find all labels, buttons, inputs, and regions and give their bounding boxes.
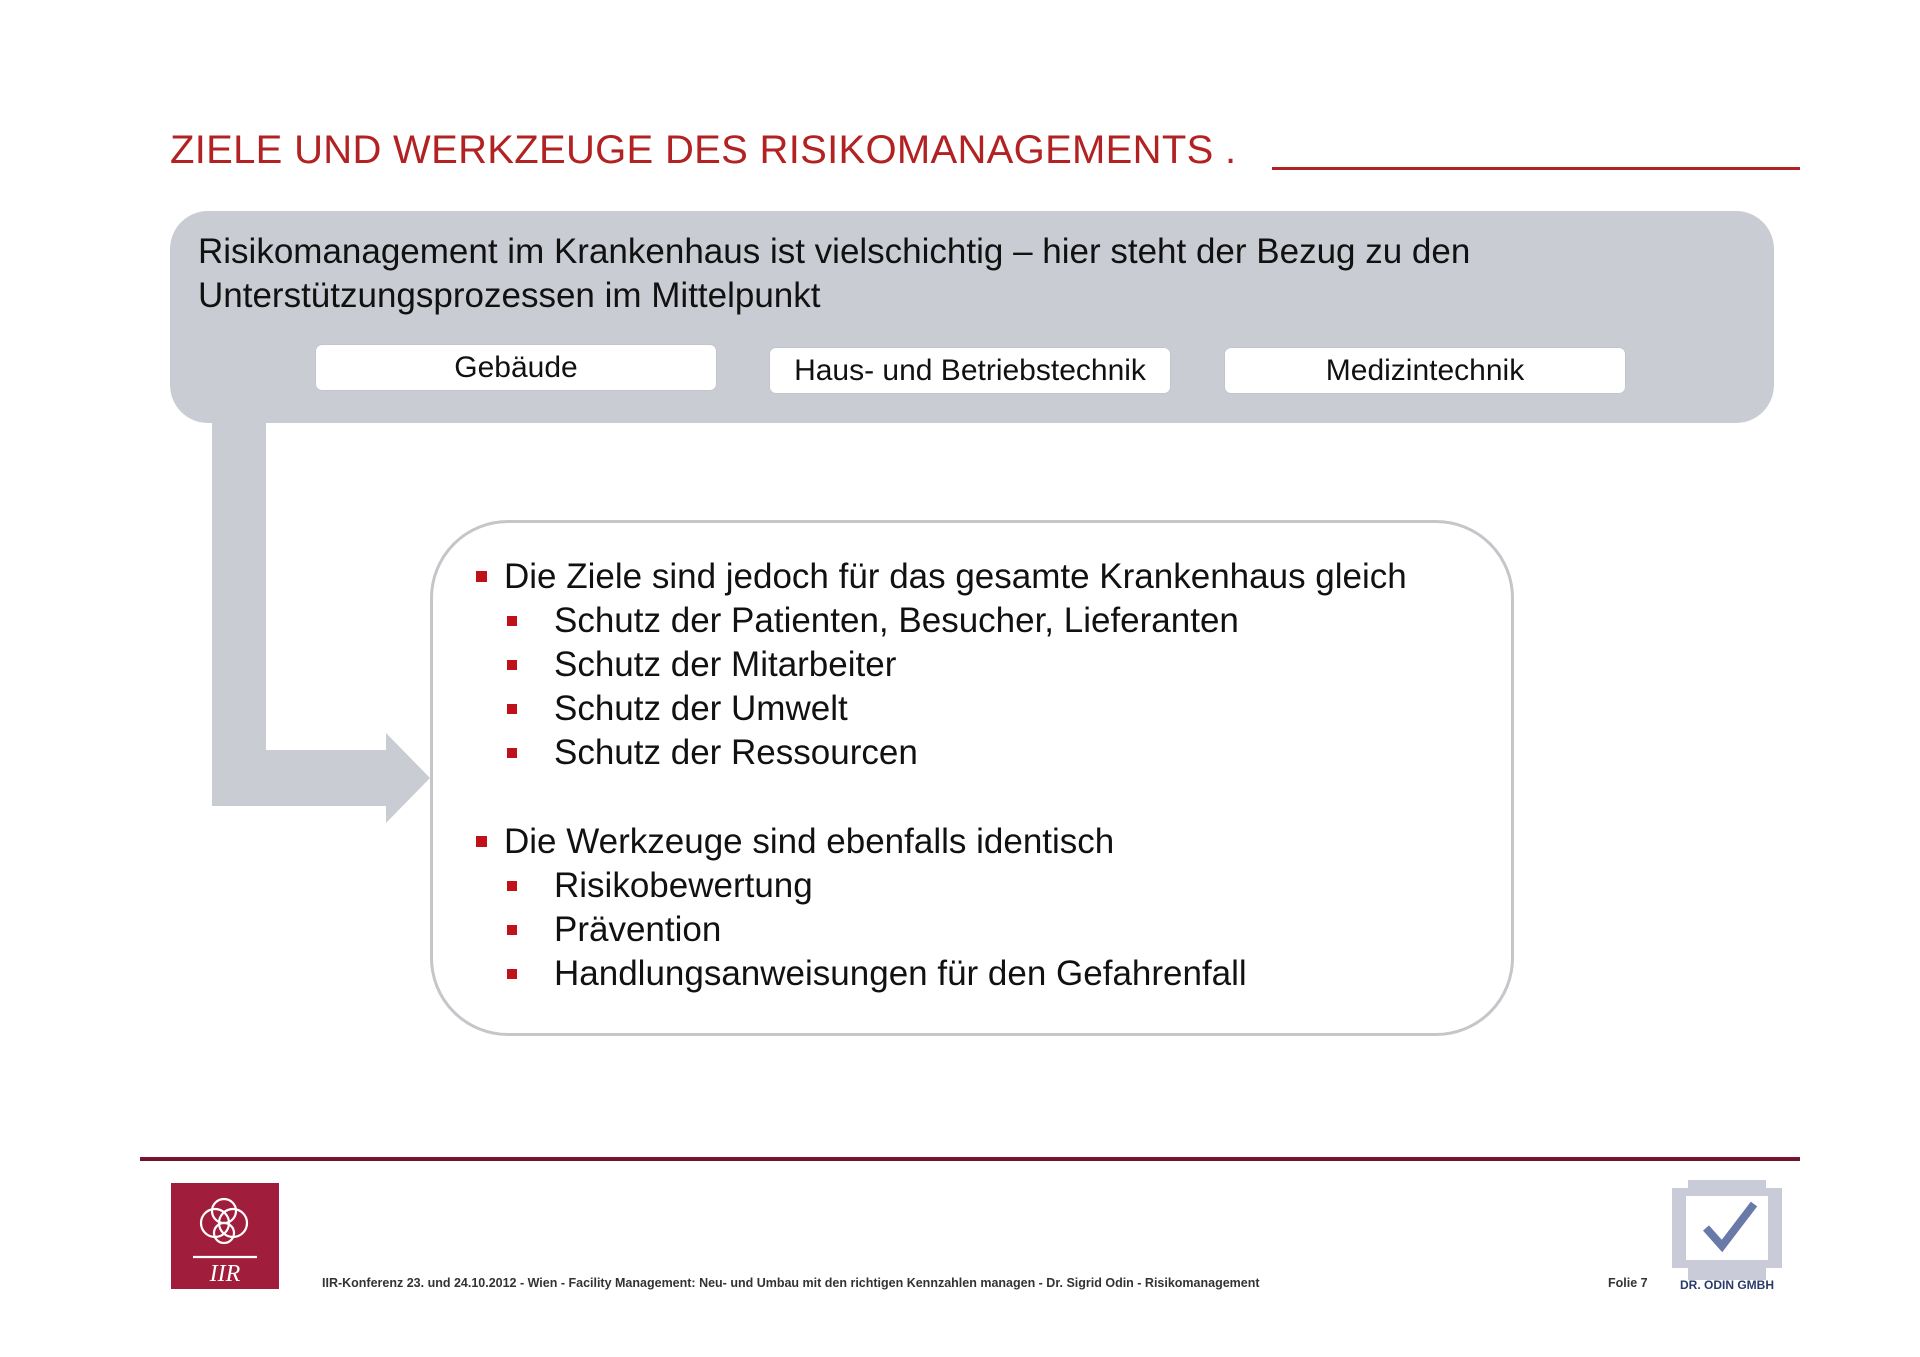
goals-heading: Die Ziele sind jedoch für das gesamte Krankenhaus gleich	[472, 555, 1407, 599]
list-item: Risikobewertung	[472, 864, 1247, 908]
intro-line-2: Unterstützungsprozessen im Mittelpunkt	[198, 276, 821, 315]
iir-logo	[171, 1183, 279, 1289]
tools-list	[472, 820, 1247, 996]
iir-logo-text: IIR	[209, 1261, 241, 1287]
list-item: Schutz der Mitarbeiter	[472, 643, 1407, 687]
intro-line-1: Risikomanagement im Krankenhaus ist vielschichtig – hier steht der Bezug zu den	[198, 232, 1471, 271]
list-item: Prävention	[472, 908, 1247, 952]
footer-text: IIR-Konferenz 23. und 24.10.2012 - Wien - Facility Management: Neu- und Umbau mit den richtigen Kennzahlen managen - Dr. Sigrid Odin - Risikomanagement	[322, 1276, 1260, 1290]
page-number: Folie 7	[1608, 1276, 1648, 1290]
area-tag-gebaeude: Gebäude	[316, 345, 716, 390]
area-tag-medizintechnik: Medizintechnik	[1225, 348, 1625, 393]
slide-title: ZIELE UND WERKZEUGE DES RISIKOMANAGEMENTS .	[170, 128, 1237, 172]
list-item: Handlungsanweisungen für den Gefahrenfall	[472, 952, 1247, 996]
company-name: DR. ODIN GMBH	[1680, 1278, 1774, 1292]
footer-divider	[140, 1157, 1800, 1161]
area-tag-haustechnik: Haus- und Betriebstechnik	[770, 348, 1170, 393]
list-item: Schutz der Patienten, Besucher, Lieferanten	[472, 599, 1407, 643]
tools-heading: Die Werkzeuge sind ebenfalls identisch	[472, 820, 1247, 864]
intro-text	[198, 230, 1758, 318]
goals-list	[472, 555, 1407, 775]
list-item: Schutz der Ressourcen	[472, 731, 1407, 775]
list-item: Schutz der Umwelt	[472, 687, 1407, 731]
odin-check-icon	[1672, 1180, 1782, 1280]
